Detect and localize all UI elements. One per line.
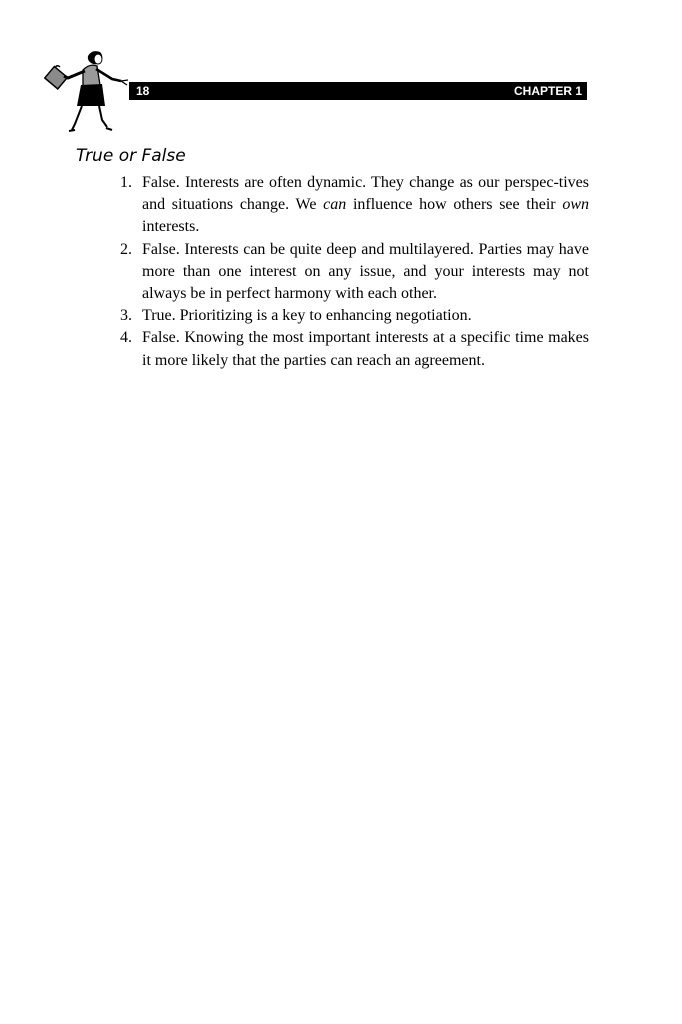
answer-number: 3.	[120, 307, 132, 325]
answer-item	[110, 305, 589, 327]
answer-text: True. Prioritizing is a key to enhancing negotiation.	[142, 307, 472, 325]
answer-item	[110, 327, 589, 371]
chapter-label: CHAPTER 1	[513, 84, 582, 98]
answer-number: 2.	[120, 240, 132, 258]
answer-item	[110, 172, 589, 239]
page-header-bar	[129, 82, 587, 100]
emphasis: own	[562, 196, 589, 214]
answer-list	[110, 172, 589, 372]
businesswoman-with-briefcase-icon	[44, 48, 132, 134]
answer-number: 4.	[120, 329, 132, 347]
answer-text: False. Interests are often dynamic. They change as our perspec-tives and situations change. We can influence how others see their own interests.	[142, 174, 589, 236]
section-title: True or False	[76, 146, 186, 166]
answer-text: False. Interests can be quite deep and multilayered. Parties may have more than one interest on any issue, and your interests may not always be in perfect harmony with each other.	[142, 240, 589, 303]
answer-item	[110, 239, 589, 306]
answer-text: False. Knowing the most important interests at a specific time makes it more likely that the parties can reach an agreement.	[142, 329, 589, 369]
page-number: 18	[136, 84, 150, 98]
emphasis: can	[323, 196, 347, 214]
answer-number: 1.	[120, 174, 132, 191]
